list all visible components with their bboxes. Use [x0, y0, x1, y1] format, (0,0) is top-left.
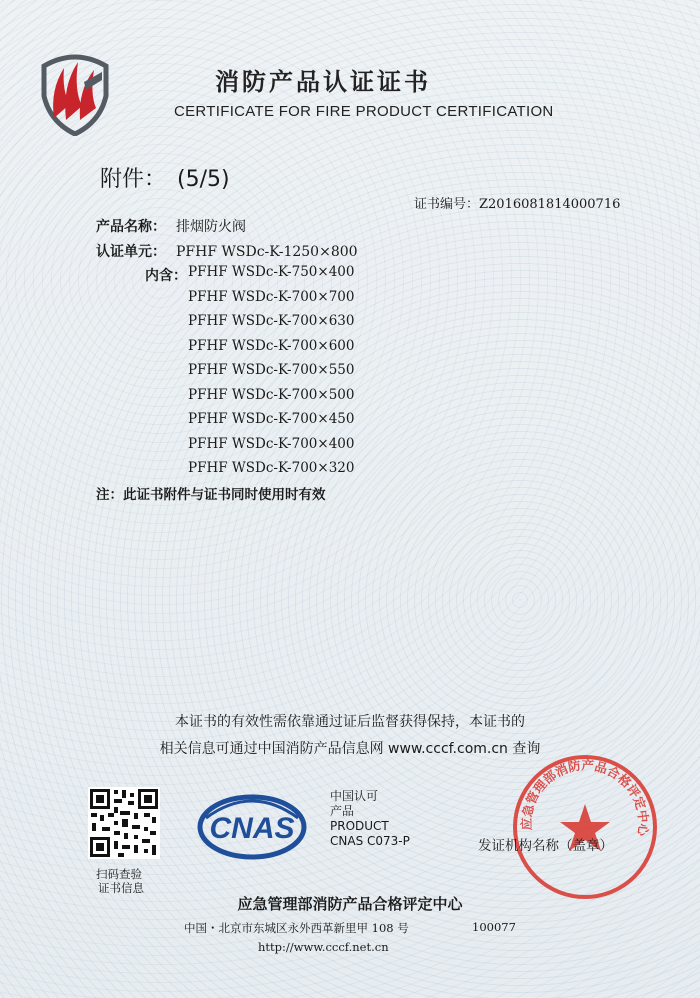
product-name-value: 排烟防火阀 [176, 219, 246, 235]
model-item: PFHF WSDc-K-700×700 [188, 288, 355, 305]
validity-statement-line2: 相关信息可通过中国消防产品信息网 www.cccf.com.cn 查询 [159, 741, 541, 757]
cnas-line3: PRODUCT [330, 819, 389, 833]
issuing-organization: 应急管理部消防产品合格评定中心 [237, 895, 463, 913]
certificate-number: 证书编号：Z2016081814000716 [414, 197, 621, 212]
seal-text: 应急管理部消防产品合格评定中心 [518, 757, 652, 837]
official-seal-stamp [510, 752, 660, 902]
model-item: PFHF WSDc-K-700×600 [188, 337, 355, 354]
product-name-label: 产品名称： [96, 219, 166, 235]
includes-label: 内含： [145, 268, 187, 284]
cnas-logo [196, 788, 308, 866]
model-list [188, 264, 354, 485]
certification-unit-label: 认证单元： [96, 244, 166, 260]
cnas-line4: CNAS C073-P [330, 834, 410, 848]
qr-caption-line2: 证书信息 [98, 881, 144, 895]
fire-certification-logo-icon [40, 46, 110, 136]
footer-url: http://www.cccf.net.cn [258, 940, 389, 954]
issuer-signature-label: 发证机构名称（盖章） [478, 838, 613, 854]
model-item: PFHF WSDc-K-700×550 [188, 362, 355, 378]
model-item: PFHF WSDc-K-700×500 [188, 386, 355, 403]
title-chinese: 消防产品认证证书 [215, 68, 431, 96]
footer-postcode: 100077 [472, 920, 516, 934]
validity-statement-line1: 本证书的有效性需依靠通过证后监督获得保持，本证书的 [175, 714, 525, 730]
qr-caption-line1: 扫码查验 [96, 867, 142, 881]
model-item: PFHF WSDc-K-700×630 [188, 313, 355, 329]
cnas-logo-text: CNAS [209, 812, 295, 845]
attachment-number: 附件： (5/5) [100, 167, 230, 192]
model-item: PFHF WSDc-K-750×400 [188, 264, 355, 280]
cnas-accreditation-text [330, 789, 410, 849]
title-english: CERTIFICATE FOR FIRE PRODUCT CERTIFICATION [174, 103, 554, 120]
certification-unit-value: PFHF WSDc-K-1250×800 [176, 244, 358, 260]
model-item: PFHF WSDc-K-700×320 [188, 460, 355, 476]
qr-code-icon [88, 787, 160, 859]
model-item: PFHF WSDc-K-700×450 [188, 411, 355, 427]
model-item: PFHF WSDc-K-700×400 [188, 435, 355, 452]
cnas-line2: 产品 [330, 804, 355, 818]
validity-note: 注：此证书附件与证书同时使用时有效 [96, 487, 326, 503]
cnas-line1: 中国认可 [330, 789, 379, 803]
footer-address: 中国・北京市东城区永外西革新里甲 108 号 [184, 921, 409, 935]
